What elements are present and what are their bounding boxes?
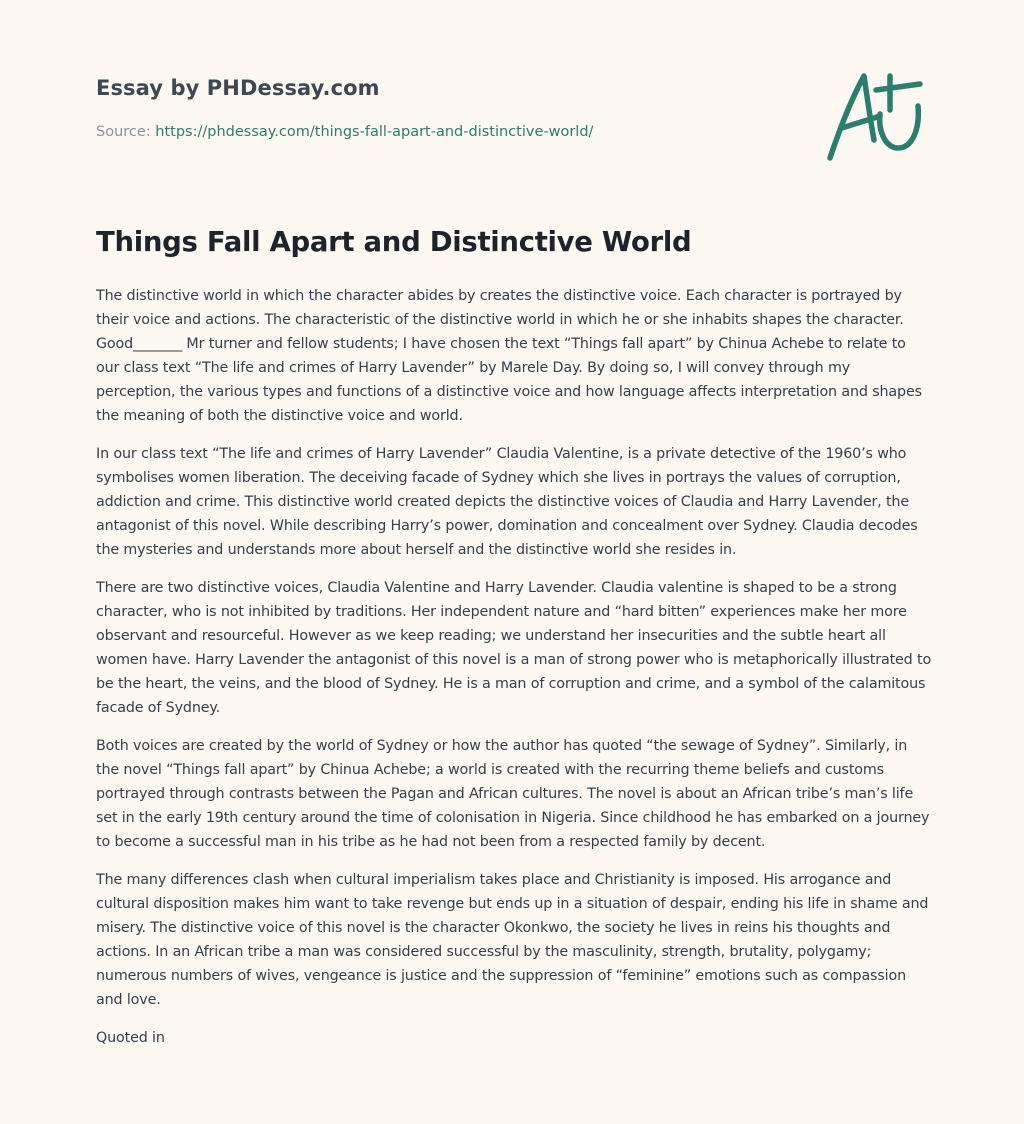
essay-paragraph: Both voices are created by the world of Sydney or how the author has quoted “the sewage of Sydney”. Similarly, in the novel “Things fall apart” by Chinua Achebe; a world is created with the recurring theme beliefs and customs portrayed through contrasts between the Pagan and African cultures. The novel is about an African tribe’s man’s life set in the early 19th century around the time of colonisation in Nigeria. Since childhood he has embarked on a journey to become a successful man in his tribe as he had not been from a respected family by decent. — [96, 738, 930, 850]
essay-title: Things Fall Apart and Distinctive World — [96, 226, 692, 258]
a-plus-logo-icon — [820, 66, 932, 170]
essay-paragraph: There are two distinctive voices, Claudia Valentine and Harry Lavender. Claudia valentine is shaped to be a strong character, who is not inhibited by traditions. Her independent nature and “hard bitten” experiences make her more observant and resourceful. However as we keep reading; we understand her insecurities and the subtle heart all women have. Harry Lavender the antagonist of this novel is a man of strong power who is metaphorically illustrated to be the heart, the veins, and the blood of Sydney. He is a man of corruption and crime, and a symbol of the calamitous facade of Sydney. — [96, 580, 932, 716]
source-link[interactable]: https://phdessay.com/things-fall-apart-and-distinctive-world/ — [155, 124, 594, 140]
source-label: Source: — [96, 124, 156, 140]
essay-paragraph: The distinctive world in which the character abides by creates the distinctive voice. Each character is portrayed by their voice and actions. The characteristic of the distinctive world in which he or she inhabits shapes the character. Good_______ Mr turner and fellow students; I have chosen the text “Things fall apart” by Chinua Achebe to relate to our class text “The life and crimes of Harry Lavender” by Marele Day. By doing so, I will convey through my perception, the various types and functions of a distinctive voice and how language affects interpretation and shapes the meaning of both the distinctive voice and world. — [96, 288, 922, 424]
essay-paragraph: Quoted in — [96, 1030, 165, 1046]
source-line — [96, 124, 593, 140]
essay-body — [96, 284, 932, 1064]
site-brand: Essay by PHDessay.com — [96, 76, 380, 100]
essay-paragraph: The many differences clash when cultural imperialism takes place and Christianity is imposed. His arrogance and cultural disposition makes him want to take revenge but ends up in a situation of despair, ending his life in shame and misery. The distinctive voice of this novel is the character Okonkwo, the society he lives in reins his thoughts and actions. In an African tribe a man was considered successful by the masculinity, strength, brutality, polygamy; numerous numbers of wives, vengeance is justice and the suppression of “feminine” emotions such as compassion and love. — [96, 872, 929, 1008]
essay-paragraph: In our class text “The life and crimes of Harry Lavender” Claudia Valentine, is a private detective of the 1960’s who symbolises women liberation. The deceiving facade of Sydney which she lives in portrays the values of corruption, addiction and crime. This distinctive world created depicts the distinctive voices of Claudia and Harry Lavender, the antagonist of this novel. While describing Harry’s power, domination and concealment over Sydney. Claudia decodes the mysteries and understands more about herself and the distinctive world she resides in. — [96, 446, 918, 558]
